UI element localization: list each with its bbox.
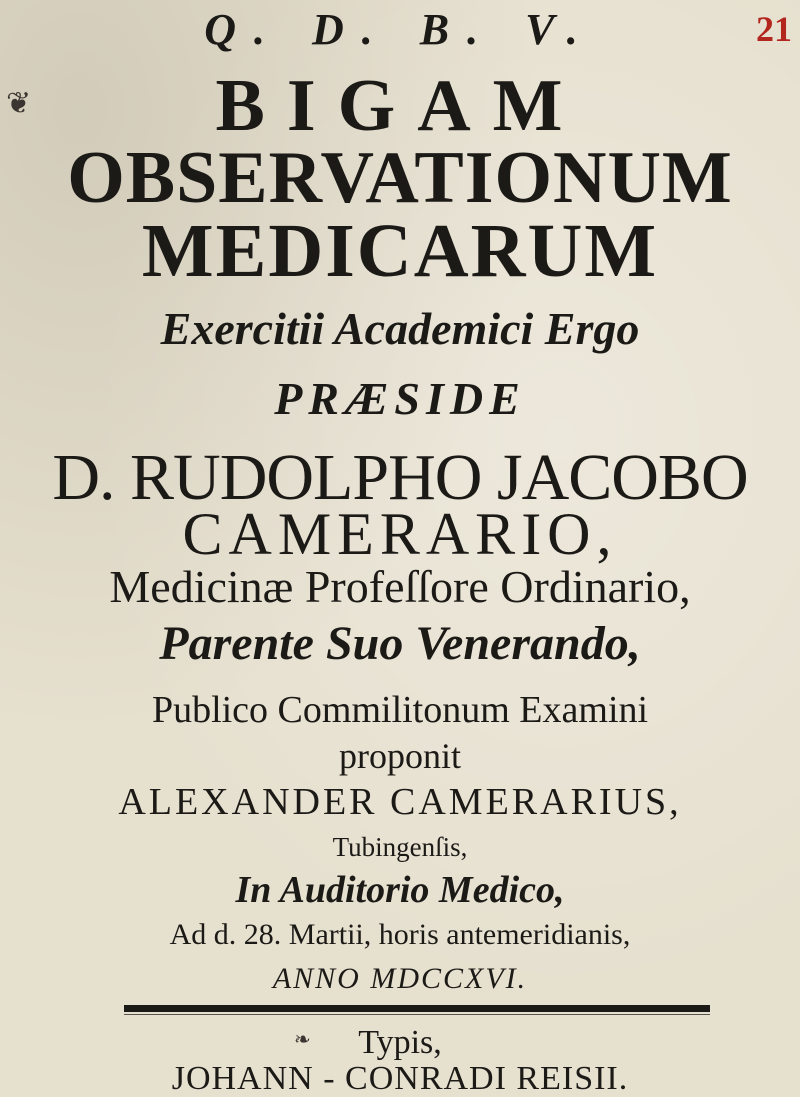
imprint-typis: Typis, [358,1024,442,1061]
examination-intro: Publico Commilitonum Examini [151,689,649,731]
title-line-3: MEDICARUM [141,209,659,293]
praeses-surname: CAMERARIO, [182,501,618,567]
praeside-label: PRÆSIDE [274,373,526,424]
fleuron-icon: ❦ [6,87,32,120]
divider-rule [124,1005,710,1012]
proponit-text: proponit [339,736,461,776]
divider-hairline [124,1014,710,1015]
venue-place: In Auditorio Medico, [235,869,565,911]
ornament-icon: ❧ [294,1029,311,1051]
page-number: 21 [756,9,792,49]
title-line-1: BIGAM [215,65,585,147]
imprint-printer: JOHANN - CONRADI REISII. [171,1060,629,1097]
title-line-4: Exercitii Academici Ergo [160,303,640,354]
respondent-name: ALEXANDER CAMERARIUS, [118,781,682,823]
respondent-origin: Tubingenſis, [332,832,468,862]
invocation-mark: Q. D. B. V. [204,5,596,54]
title-line-2: OBSERVATIONUM [67,137,733,219]
praeses-relation: Parente Suo Venerando, [159,617,641,670]
venue-year: ANNO MDCCXVI. [272,962,528,995]
praeses-title: Medicinæ Profeſſore Ordinario, [109,561,691,612]
praeses-name: D. RUDOLPHO JACOBO [52,441,748,514]
venue-date: Ad d. 28. Martii, horis antemeridianis, [169,918,631,951]
